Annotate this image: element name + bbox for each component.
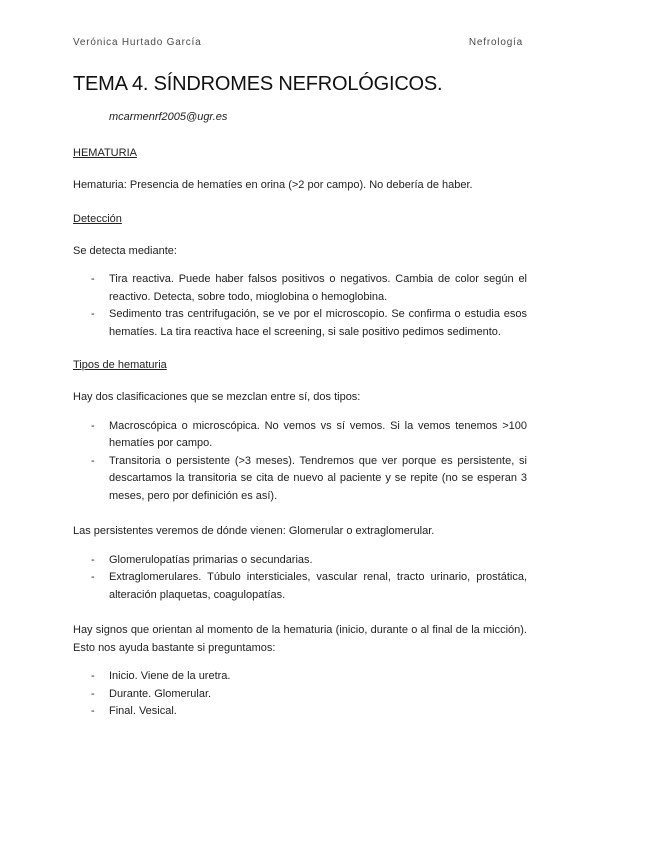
list-item-text: Sedimento tras centrifugación, se ve por el microscopio. Se confirma o estudia esos hematíes. La tira reactiva hace el screening, si sale positivo pedimos sedimento. bbox=[109, 308, 527, 338]
author-email: mcarmenrf2005@ugr.es bbox=[109, 111, 228, 123]
list-item-text: Glomerulopatías primarias o secundarias. bbox=[109, 553, 313, 566]
tipos-intro: Hay dos clasificaciones que se mezclan entre sí, dos tipos: bbox=[73, 391, 361, 403]
list-item-text: Durante. Glomerular. bbox=[109, 687, 212, 700]
bullet: - bbox=[91, 571, 95, 583]
deteccion-list bbox=[73, 271, 527, 341]
list-item-text: Transitoria o persistente (>3 meses). Tendremos que ver porque es persistente, si descartamos la transitoria se cita de nuevo al paciente y se repite (no se esperan 3 meses, pero por definición es así). bbox=[109, 454, 527, 502]
bullet: - bbox=[91, 670, 95, 682]
section-title-hematuria: HEMATURIA bbox=[73, 147, 137, 159]
hematuria-definition: Hematuria: Presencia de hematíes en orina (>2 por campo). No debería de haber. bbox=[73, 179, 473, 191]
page-title: TEMA 4. SÍNDROMES NEFROLÓGICOS. bbox=[73, 73, 443, 95]
list-item bbox=[73, 418, 527, 453]
section-title-tipos: Tipos de hematuria bbox=[73, 359, 167, 371]
list-item-text: Final. Vesical. bbox=[109, 705, 177, 717]
document-body bbox=[73, 73, 527, 721]
list-item bbox=[73, 552, 527, 570]
bullet: - bbox=[91, 419, 95, 432]
list-item bbox=[73, 569, 527, 604]
header-author: Verónica Hurtado García bbox=[73, 37, 202, 48]
list-item bbox=[73, 306, 527, 341]
list-item-text: Macroscópica o microscópica. No vemos vs sí vemos. Si la vemos tenemos >100 hematíes por campo. bbox=[109, 419, 527, 449]
list-item bbox=[73, 703, 527, 721]
bullet: - bbox=[91, 454, 95, 467]
bullet: - bbox=[91, 273, 95, 285]
list-item bbox=[73, 668, 527, 686]
list-item-text: Extraglomerulares. Túbulo intersticiales, vascular renal, tracto urinario, prostática, alteración plaquetas, coagulopatías. bbox=[109, 571, 527, 601]
bullet: - bbox=[91, 705, 95, 717]
signos-intro: Hay signos que orientan al momento de la hematuria (inicio, durante o al final de la micción). Esto nos ayuda bastante si preguntamos: bbox=[73, 624, 527, 654]
persistentes-list bbox=[73, 552, 527, 605]
persistentes-intro: Las persistentes veremos de dónde vienen: Glomerular o extraglomerular. bbox=[73, 525, 435, 537]
tipos-list bbox=[73, 418, 527, 506]
bullet: - bbox=[91, 553, 95, 566]
section-title-deteccion: Detección bbox=[73, 212, 122, 225]
list-item bbox=[73, 271, 527, 306]
list-item bbox=[73, 453, 527, 506]
deteccion-intro: Se detecta mediante: bbox=[73, 244, 177, 257]
list-item-text: Inicio. Viene de la uretra. bbox=[109, 670, 231, 682]
signos-list bbox=[73, 668, 527, 721]
header-subject: Nefrología bbox=[468, 37, 523, 48]
list-item-text: Tira reactiva. Puede haber falsos positivos o negativos. Cambia de color según el reactivo. Detecta, sobre todo, mioglobina o hemoglobina. bbox=[109, 273, 527, 303]
bullet: - bbox=[91, 308, 95, 320]
bullet: - bbox=[91, 687, 95, 700]
list-item bbox=[73, 686, 527, 704]
